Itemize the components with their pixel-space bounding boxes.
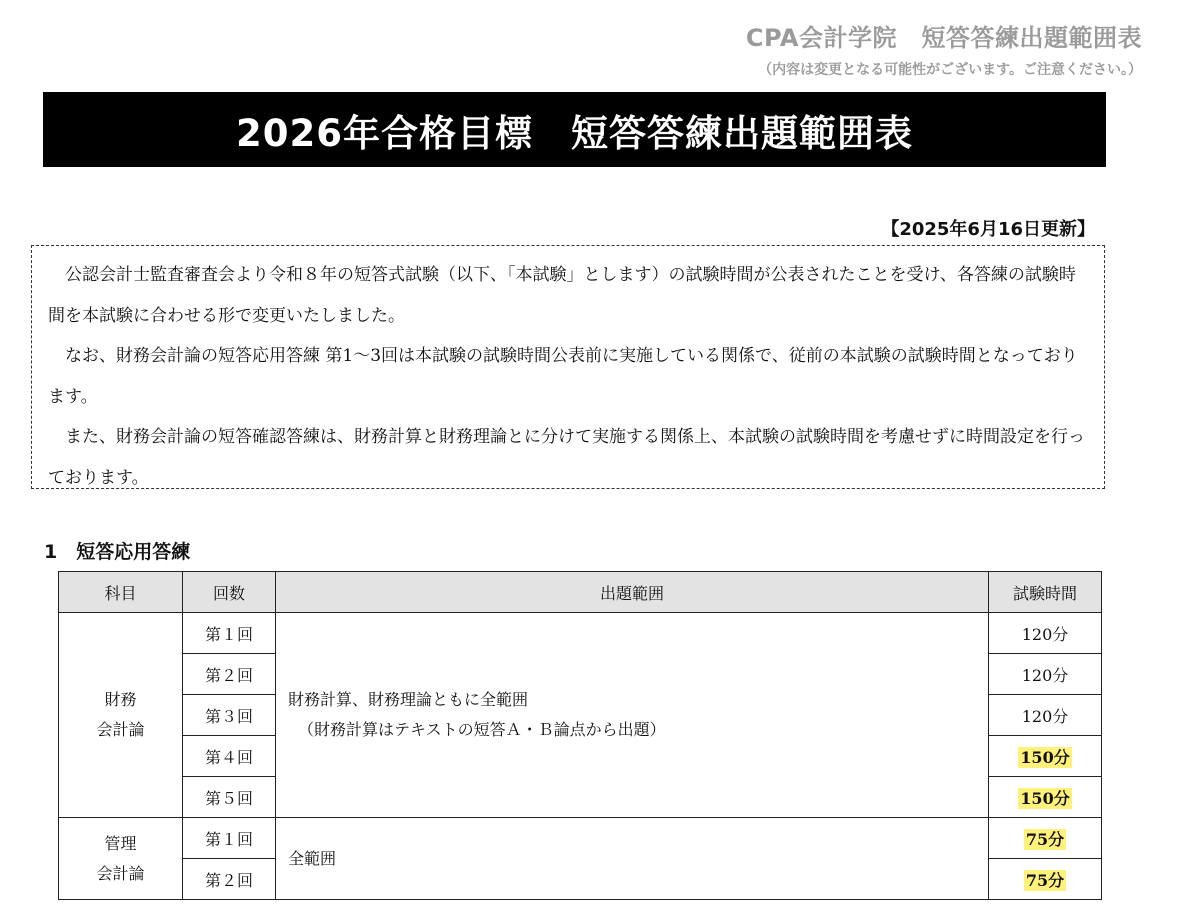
round-cell: 第２回 bbox=[183, 654, 276, 695]
header-time: 試験時間 bbox=[989, 572, 1102, 613]
round-cell: 第５回 bbox=[183, 777, 276, 818]
time-value-highlighted: 150分 bbox=[1020, 747, 1070, 767]
scope-main: 全範囲 bbox=[288, 848, 337, 868]
time-cell bbox=[989, 695, 1102, 736]
time-cell bbox=[989, 613, 1102, 654]
subject-cell: 管理 会計論 bbox=[59, 818, 183, 900]
time-value-highlighted: 75分 bbox=[1025, 870, 1065, 890]
time-value-highlighted: 75分 bbox=[1025, 829, 1065, 849]
time-cell bbox=[989, 777, 1102, 818]
round-cell: 第２回 bbox=[183, 859, 276, 900]
notice-paragraph: また、財務会計論の短答確認答練は、財務計算と財務理論とに分けて実施する関係上、本試験の試験時間を考慮せずに時間設定を行っております。 bbox=[48, 427, 1085, 488]
exam-schedule-table bbox=[58, 571, 1102, 900]
time-cell bbox=[989, 818, 1102, 859]
time-value: 120分 bbox=[1021, 624, 1069, 644]
disclaimer-note: （内容は変更となる可能性がございます。ご注意ください。） bbox=[758, 62, 1142, 78]
document-header bbox=[746, 18, 1142, 79]
table-row bbox=[59, 613, 1102, 654]
time-value-highlighted: 150分 bbox=[1020, 788, 1070, 808]
scope-cell bbox=[276, 613, 989, 818]
subject-cell: 財務 会計論 bbox=[59, 613, 183, 818]
table-row bbox=[59, 818, 1102, 859]
time-cell bbox=[989, 859, 1102, 900]
time-cell bbox=[989, 736, 1102, 777]
notice-paragraph: 公認会計士監査審査会より令和８年の短答式試験（以下、「本試験」とします）の試験時間が公表されたことを受け、各答練の試験時間を本試験に合わせる形で変更いたしました。 bbox=[48, 265, 1076, 326]
scope-main: 財務計算、財務理論ともに全範囲 bbox=[288, 690, 529, 709]
table-header-row bbox=[59, 572, 1102, 613]
header-scope: 出題範囲 bbox=[276, 572, 989, 613]
time-value: 120分 bbox=[1021, 706, 1069, 726]
time-value: 120分 bbox=[1021, 665, 1069, 685]
scope-cell bbox=[276, 818, 989, 900]
section-title: 1 短答応用答練 bbox=[44, 541, 191, 563]
time-cell bbox=[989, 654, 1102, 695]
header-round: 回数 bbox=[183, 572, 276, 613]
header-subject: 科目 bbox=[59, 572, 183, 613]
round-cell: 第１回 bbox=[183, 818, 276, 859]
updated-date: 【2025年6月16日更新】 bbox=[881, 219, 1095, 240]
notice-box bbox=[31, 245, 1105, 489]
page-title: 2026年合格目標 短答答練出題範囲表 bbox=[43, 92, 1106, 167]
round-cell: 第１回 bbox=[183, 613, 276, 654]
round-cell: 第３回 bbox=[183, 695, 276, 736]
round-cell: 第４回 bbox=[183, 736, 276, 777]
org-title: CPA会計学院 短答答練出題範囲表 bbox=[745, 24, 1142, 52]
scope-sub: （財務計算はテキストの短答Ａ・Ｂ論点から出題） bbox=[298, 720, 666, 739]
notice-paragraph: なお、財務会計論の短答応用答練 第1〜3回は本試験の試験時間公表前に実施している関係で、従前の本試験の試験時間となっております。 bbox=[48, 346, 1078, 407]
